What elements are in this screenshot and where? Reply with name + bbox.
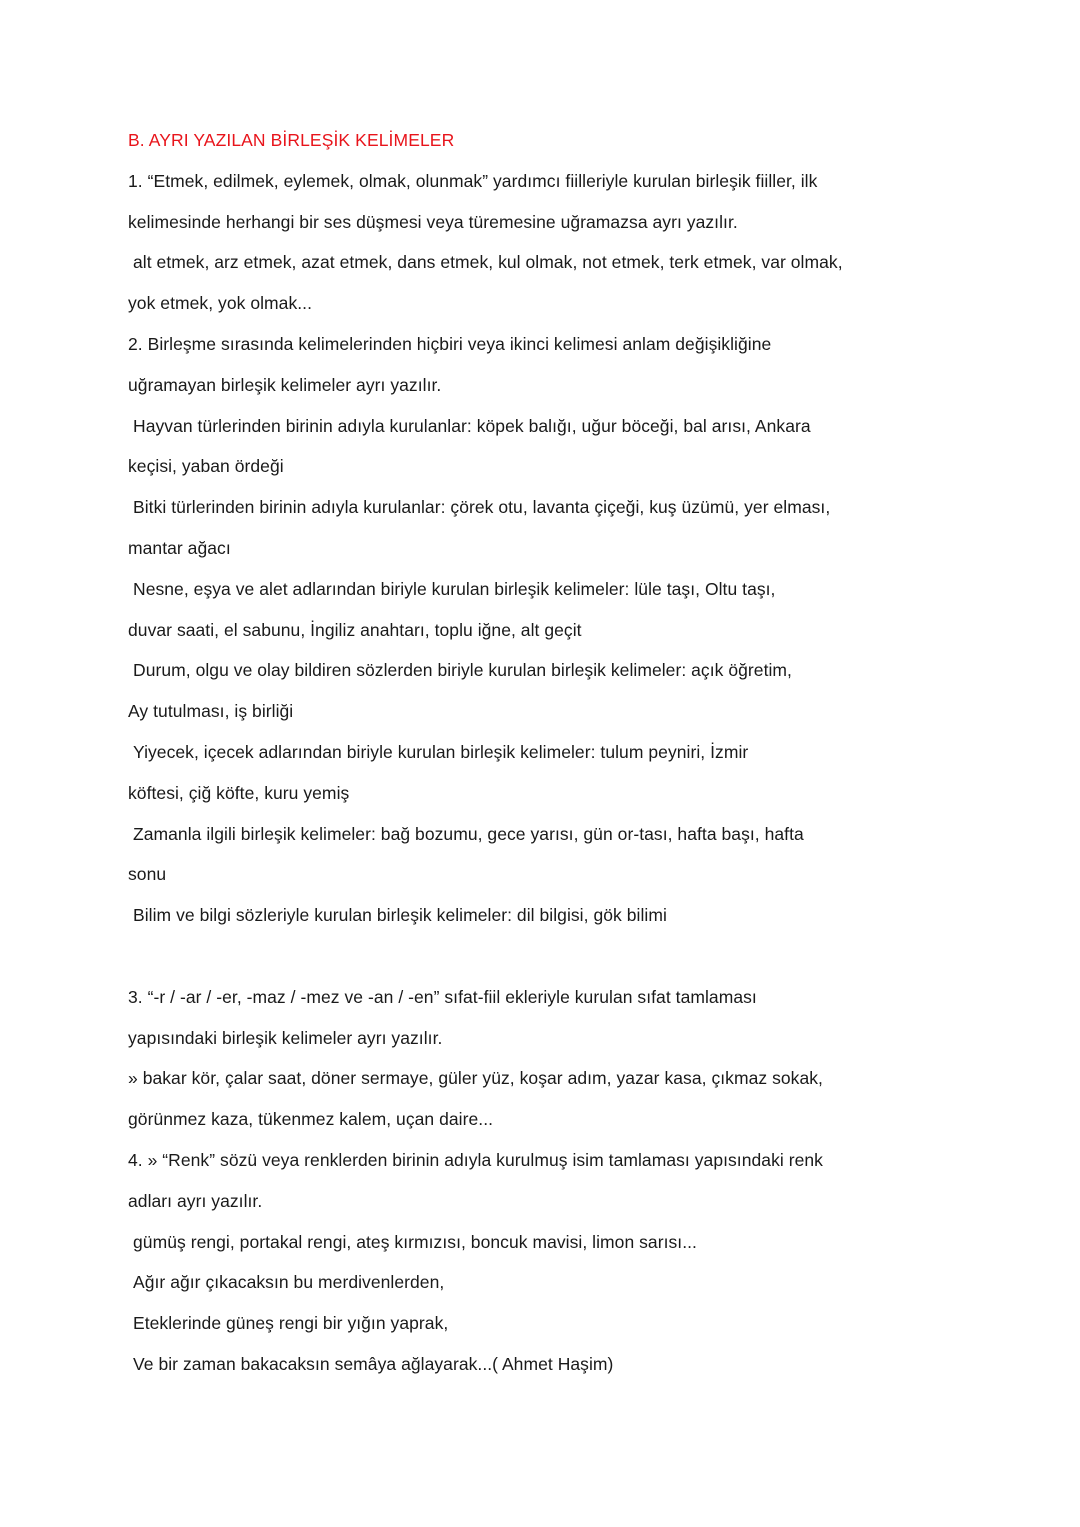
rule-3-line-1: 3. “-r / -ar / -er, -maz / -mez ve -an / -en” sıfat-fiil ekleriyle kurulan sıfat tamlaması <box>128 986 757 1007</box>
poem-line-1: Ağır ağır çıkacaksın bu merdivenlerden, <box>133 1272 445 1293</box>
plant-names-line-1: Bitki türlerinden birinin adıyla kurulanlar: çörek otu, lavanta çiçeği, kuş üzümü, yer elması, <box>133 497 831 518</box>
rule-3-examples-line-2: görünmez kaza, tükenmez kalem, uçan daire... <box>128 1109 494 1130</box>
object-names-line-1: Nesne, eşya ve alet adlarından biriyle kurulan birleşik kelimeler: lüle taşı, Oltu taşı, <box>133 578 776 599</box>
rule-2-line-1: 2. Birleşme sırasında kelimelerinden hiçbiri veya ikinci kelimesi anlam değişikliğine <box>128 333 772 354</box>
section-heading: B. AYRI YAZILAN BİRLEŞİK KELİMELER <box>128 130 455 150</box>
rule-2-line-2: uğramayan birleşik kelimeler ayrı yazılır. <box>128 374 442 395</box>
plant-names-line-2: mantar ağacı <box>128 537 231 558</box>
blank-line <box>128 936 928 977</box>
animal-names-line-2: keçisi, yaban ördeği <box>128 456 284 477</box>
rule-1-examples-line-1: alt etmek, arz etmek, azat etmek, dans etmek, kul olmak, not etmek, terk etmek, var olmak, <box>133 252 843 273</box>
rule-3-line-2: yapısındaki birleşik kelimeler ayrı yazılır. <box>128 1027 443 1048</box>
animal-names-line-1: Hayvan türlerinden birinin adıyla kurulanlar: köpek balığı, uğur böceği, bal arısı, Ankara <box>133 415 811 436</box>
time-words-line-2: sonu <box>128 864 167 885</box>
rule-4-line-1: 4. » “Renk” sözü veya renklerden birinin adıyla kurulmuş isim tamlaması yapısındaki renk <box>128 1149 823 1170</box>
food-names-line-2: köftesi, çiğ köfte, kuru yemiş <box>128 782 350 803</box>
document-page <box>128 120 928 1385</box>
poem-line-3: Ve bir zaman bakacaksın semâya ağlayarak...( Ahmet Haşim) <box>133 1353 614 1374</box>
rule-4-line-2: adları ayrı yazılır. <box>128 1190 263 1211</box>
food-names-line-1: Yiyecek, içecek adlarından biriyle kurulan birleşik kelimeler: tulum peyniri, İzmir <box>133 741 749 762</box>
science-words-line: Bilim ve bilgi sözleriyle kurulan birleşik kelimeler: dil bilgisi, gök bilimi <box>133 905 667 926</box>
event-names-line-1: Durum, olgu ve olay bildiren sözlerden biriyle kurulan birleşik kelimeler: açık öğretim, <box>133 660 792 681</box>
event-names-line-2: Ay tutulması, iş birliği <box>128 701 294 722</box>
rule-1-line-2: kelimesinde herhangi bir ses düşmesi veya türemesine uğramazsa ayrı yazılır. <box>128 211 738 232</box>
object-names-line-2: duvar saati, el sabunu, İngiliz anahtarı, toplu iğne, alt geçit <box>128 619 582 640</box>
rule-1-examples-line-2: yok etmek, yok olmak... <box>128 293 312 314</box>
rule-1-line-1: 1. “Etmek, edilmek, eylemek, olmak, olunmak” yardımcı fiilleriyle kurulan birleşik fiiller, ilk <box>128 170 818 191</box>
rule-4-examples-line: gümüş rengi, portakal rengi, ateş kırmızısı, boncuk mavisi, limon sarısı... <box>133 1231 697 1252</box>
rule-3-examples-line-1: » bakar kör, çalar saat, döner sermaye, güler yüz, koşar adım, yazar kasa, çıkmaz sokak, <box>128 1068 823 1089</box>
poem-line-2: Eteklerinde güneş rengi bir yığın yaprak, <box>133 1313 449 1334</box>
time-words-line-1: Zamanla ilgili birleşik kelimeler: bağ bozumu, gece yarısı, gün or-tası, hafta başı, hafta <box>133 823 804 844</box>
